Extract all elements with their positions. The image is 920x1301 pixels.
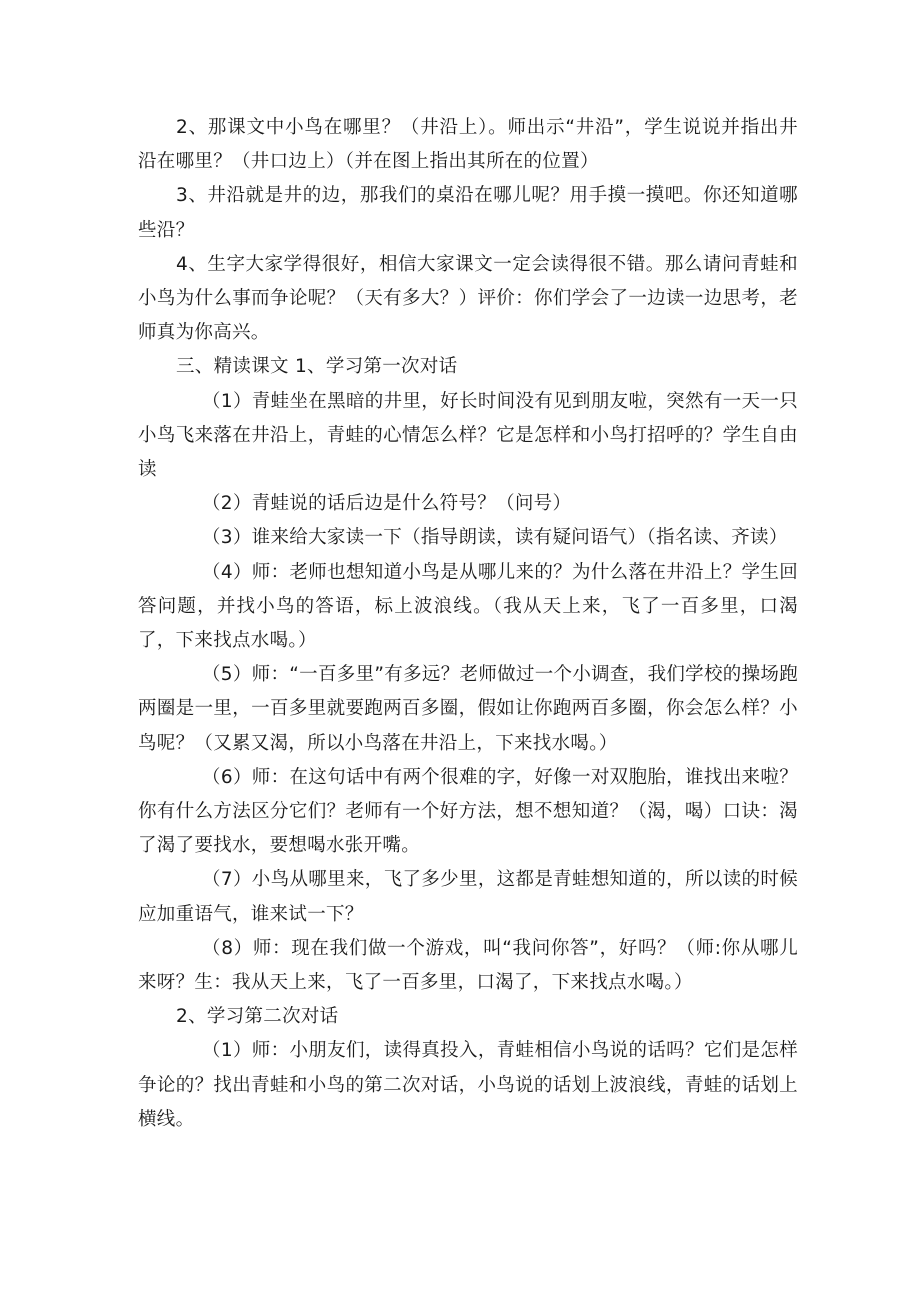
paragraph: （1）青蛙坐在黑暗的井里，好长时间没有见到朋友啦，突然有一天一只小鸟飞来落在井沿上，青蛙的心情怎么样？它是怎样和小鸟打招呼的？学生自由读 (138, 390, 798, 481)
paragraph: （7）小鸟从哪里来，飞了多少里，这都是青蛙想知道的，所以读的时候应加重语气，谁来试一下？ (138, 869, 798, 925)
section-heading: 2、学习第二次对话 (176, 1006, 339, 1028)
paragraph: （1）师：小朋友们，读得真投入，青蛙相信小鸟说的话吗？它们是怎样争论的？找出青蛙和小鸟的第二次对话，小鸟说的话划上波浪线，青蛙的话划上横线。 (138, 1040, 798, 1130)
section-heading: 三、精读课文 1、学习第一次对话 (176, 356, 458, 378)
document-body (138, 111, 798, 1137)
paragraph: （6）师：在这句话中有两个很难的字，好像一对双胞胎，谁找出来啦？你有什么方法区分它们？老师有一个好方法，想不想知道？（渴，喝）口诀：渴了渴了要找水，要想喝水张开嘴。 (138, 766, 798, 857)
paragraph: （5）师：“一百多里”有多远？老师做过一个小调查，我们学校的操场跑两圈是一里，一百多里就要跑两百多圈，假如让你跑两百多圈，你会怎么样？小鸟呢？（又累又渴，所以小鸟落在井沿上，下来找水喝。） (138, 664, 798, 754)
paragraph: 3、井沿就是井的边，那我们的桌沿在哪儿呢？用手摸一摸吧。你还知道哪些沿？ (138, 185, 798, 241)
paragraph: （8）师：现在我们做一个游戏，叫“我问你答”，好吗？（师:你从哪儿来呀？生：我从天上来，飞了一百多里，口渴了，下来找点水喝。） (138, 937, 798, 994)
paragraph: 2、那课文中小鸟在哪里？（井沿上）。师出示“井沿”，学生说说并指出井沿在哪里？（井口边上）（并在图上指出其所在的位置） (138, 117, 798, 173)
paragraph: （4）师：老师也想知道小鸟是从哪儿来的？为什么落在井沿上？学生回答问题，并找小鸟的答语，标上波浪线。（我从天上来，飞了一百多里，口渴了，下来找点水喝。） (138, 561, 798, 652)
paragraph: （3）谁来给大家读一下（指导朗读，读有疑问语气）（指名读、齐读） (202, 527, 788, 549)
paragraph: 4、生字大家学得很好，相信大家课文一定会读得很不错。那么请问青蛙和小鸟为什么事而争论呢？（天有多大？）评价：你们学会了一边读一边思考，老师真为你高兴。 (138, 253, 798, 344)
paragraph: （2）青蛙说的话后边是什么符号？（问号） (202, 493, 572, 515)
